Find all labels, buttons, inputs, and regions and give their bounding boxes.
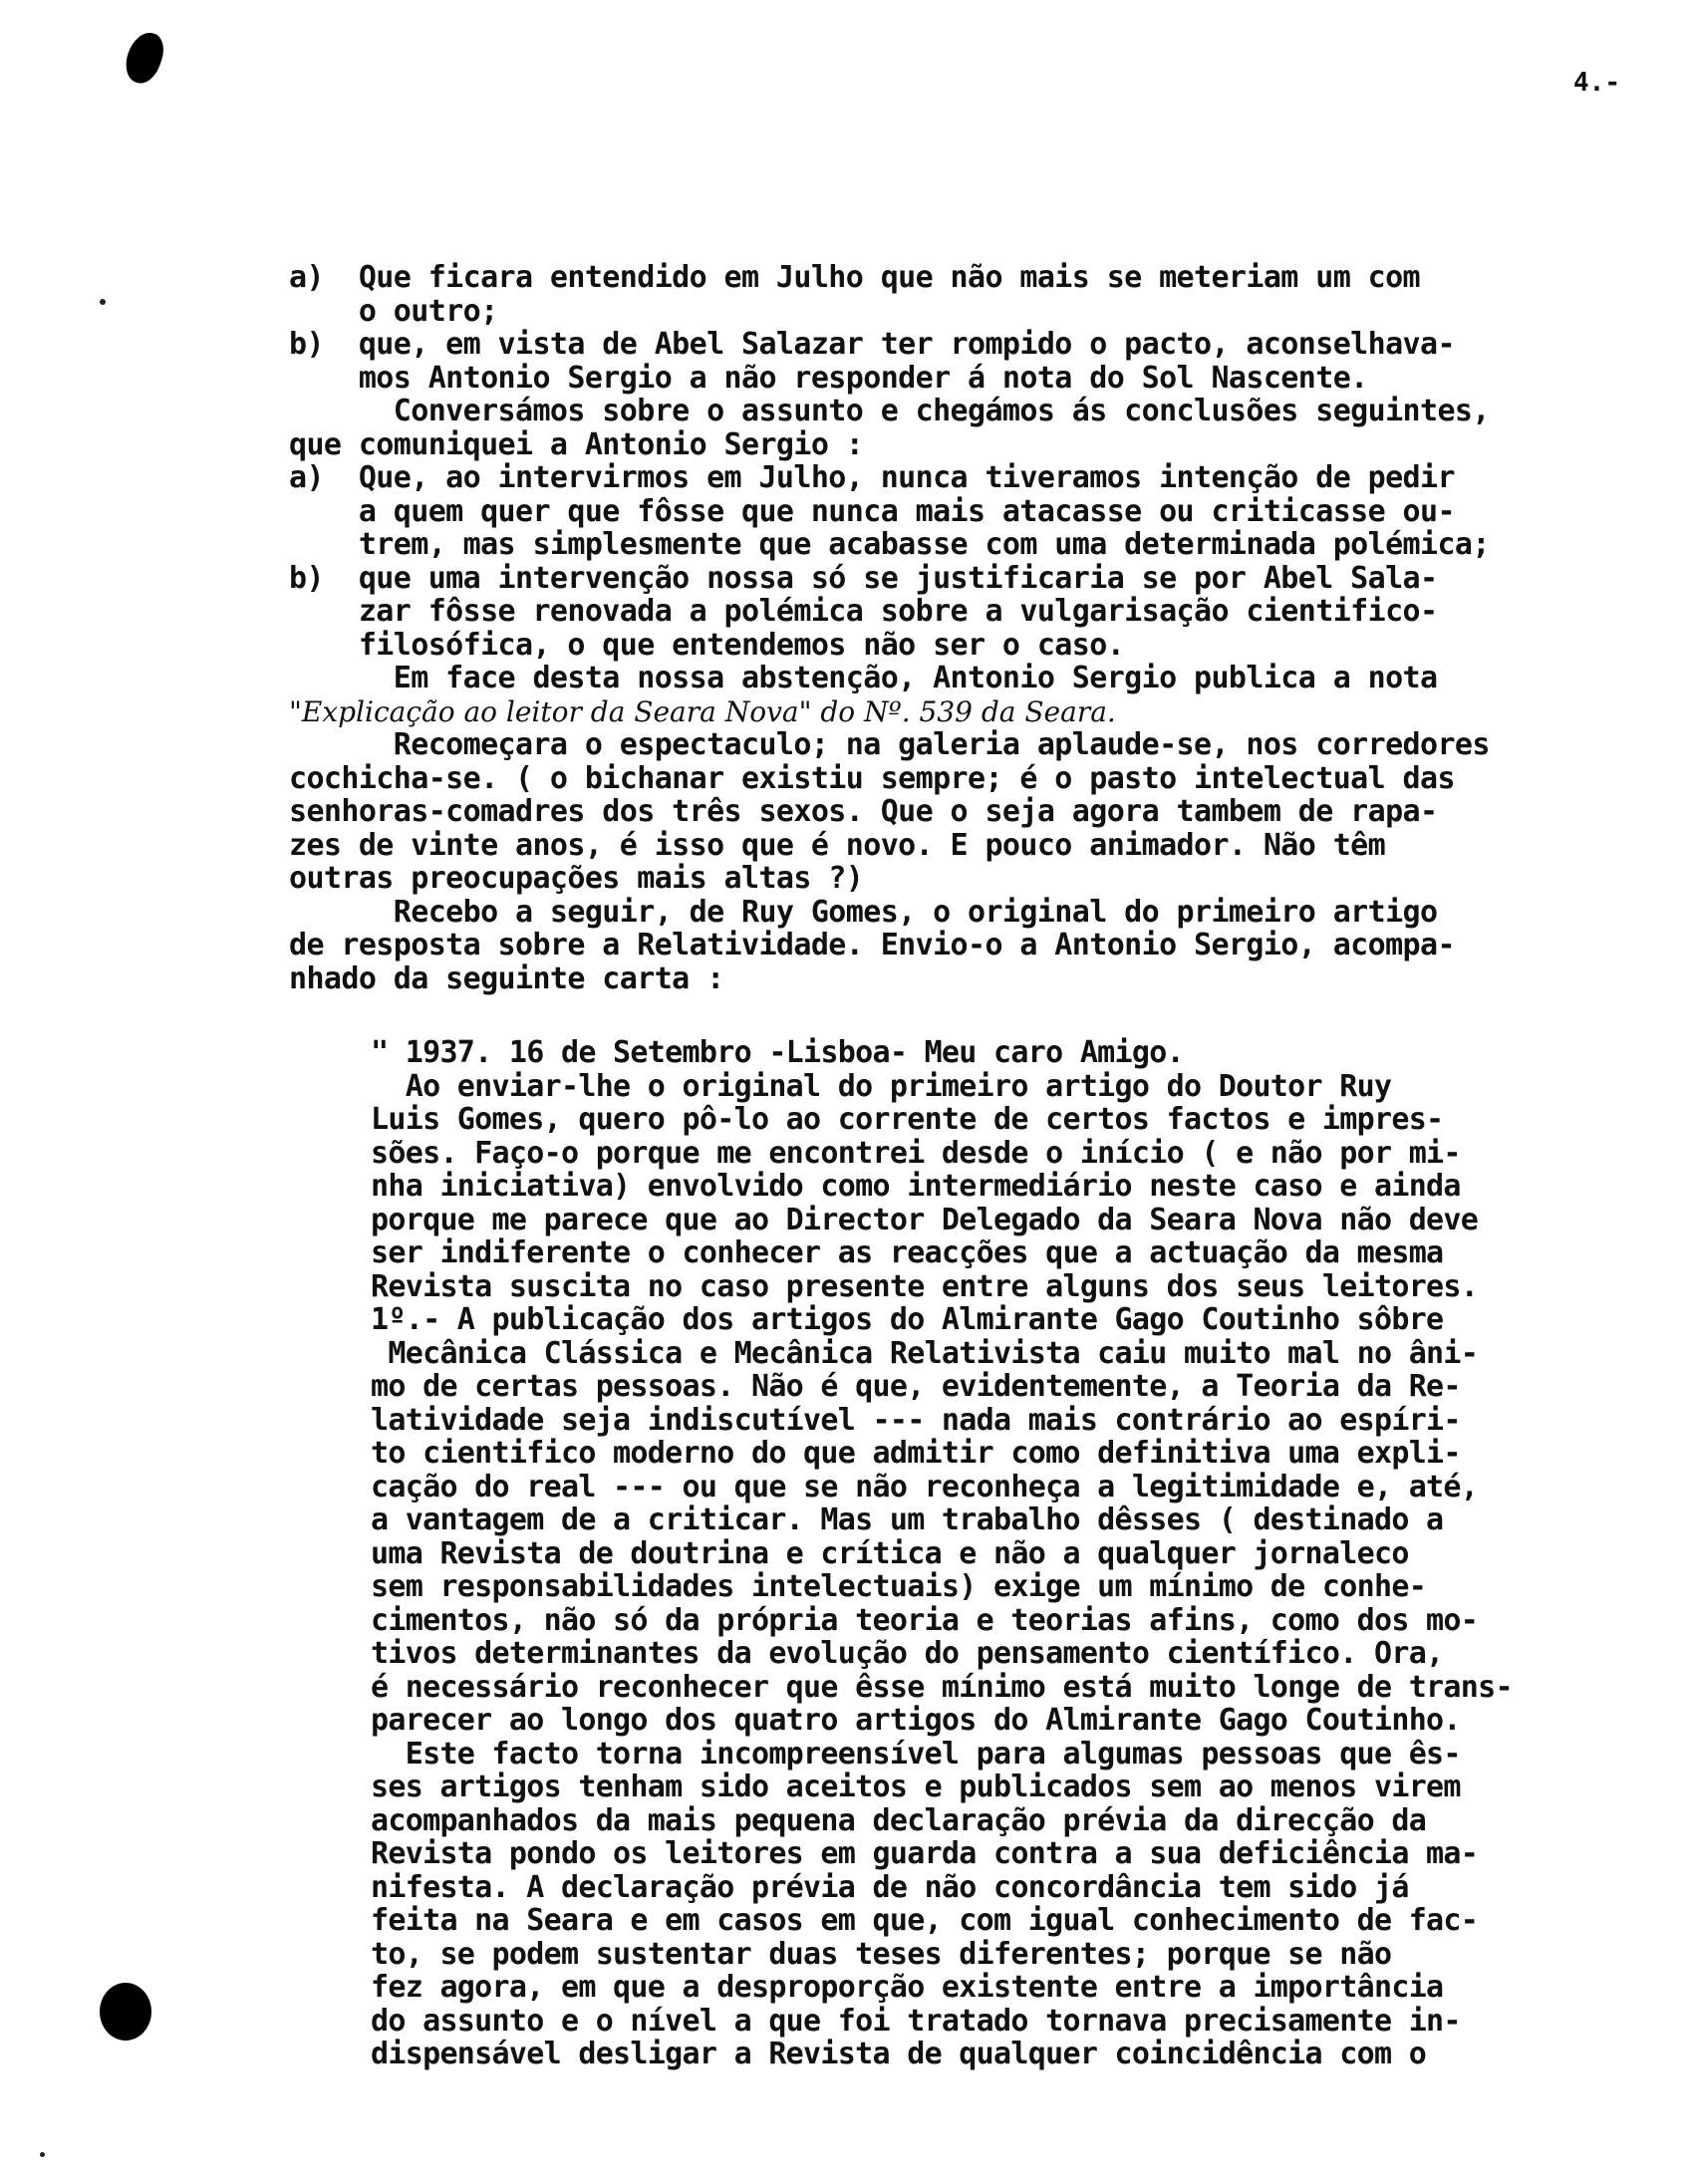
- text-line: de resposta sobre a Relatividade. Envio-o a Antonio Sergio, acompa-: [289, 928, 1455, 962]
- text-line: o outro;: [289, 293, 498, 329]
- quoted-letter: [371, 1036, 1656, 2071]
- punch-hole-mark: [100, 1983, 151, 2041]
- punch-hole-mark: [121, 28, 168, 88]
- letter-line: Revista suscita no caso presente entre alguns dos seus leitores.: [371, 1268, 1479, 1304]
- letter-line: sões. Faço-o porque me encontrei desde o início ( e não por mi-: [371, 1135, 1461, 1171]
- letter-line: do assunto e o nível a que foi tratado tornava precisamente in-: [371, 2003, 1461, 2039]
- text-line: mos Antonio Sergio a não responder á nota do Sol Nascente.: [289, 360, 1368, 396]
- letter-line: a vantagem de a criticar. Mas um trabalho dêsses ( destinado a: [371, 1502, 1444, 1537]
- text-line: zar fôsse renovada a polémica sobre a vulgarisação cientifico-: [289, 594, 1438, 629]
- letter-line: cimentos, não só da própria teoria e teorias afins, como dos mo-: [371, 1602, 1479, 1638]
- text-line: a) Que, ao intervirmos em Julho, nunca tiveramos intenção de pedir: [289, 460, 1455, 495]
- letter-line: Luis Gomes, quero pô-lo ao corrente de certos factos e impres-: [371, 1102, 1444, 1137]
- ink-speck: [40, 2152, 45, 2157]
- letter-line: nha iniciativa) envolvido como intermediário neste caso e ainda: [371, 1169, 1461, 1204]
- letter-line: feita na Seara e em casos em que, com igual conhecimento de fac-: [371, 1903, 1479, 1938]
- text-line: a) Que ficara entendido em Julho que não mais se meteriam um com: [289, 260, 1420, 295]
- text-line: trem, mas simplesmente que acabasse com uma determinada polémica;: [289, 527, 1490, 562]
- text-line: b) que, em vista de Abel Salazar ter rompido o pacto, aconselhava-: [289, 327, 1455, 362]
- letter-line: Este facto torna incompreensível para algumas pessoas que ês-: [371, 1736, 1461, 1772]
- text-line: a quem quer que fôsse que nunca mais atacasse ou criticasse ou-: [289, 493, 1455, 529]
- letter-line: to cientifico moderno do que admitir como definitiva uma expli-: [371, 1436, 1461, 1471]
- letter-line: ser indiferente o conhecer as reacções que a actuação da mesma: [371, 1235, 1444, 1270]
- text-line: que comuniquei a Antonio Sergio :: [289, 426, 864, 462]
- letter-line: dispensável desligar a Revista de qualquer coincidência com o: [371, 2037, 1427, 2071]
- letter-line: Ao enviar-lhe o original do primeiro artigo do Doutor Ruy: [371, 1068, 1392, 1104]
- letter-line: é necessário reconhecer que êsse mínimo está muito longe de trans-: [371, 1669, 1513, 1705]
- letter-line: porque me parece que ao Director Delegado da Seara Nova não deve: [371, 1202, 1479, 1237]
- letter-line: fez agora, em que a desproporção existente entre a importância: [371, 1970, 1444, 2005]
- letter-line: acompanhados da mais pequena declaração prévia da direcção da: [371, 1802, 1427, 1838]
- body-text: [289, 261, 1644, 995]
- text-line: cochicha-se. ( o bichanar existiu sempre; é o pasto intelectual das: [289, 760, 1455, 796]
- letter-line: cação do real --- ou que se não reconheça a legitimidade e, até,: [371, 1469, 1479, 1504]
- letter-line: 1º.- A publicação dos artigos do Almirante Gago Coutinho sôbre: [371, 1302, 1444, 1337]
- text-line: zes de vinte anos, é isso que é novo. E pouco animador. Não têm: [289, 827, 1386, 863]
- letter-line: to, se podem sustentar duas teses diferentes; porque se não: [371, 1936, 1392, 1972]
- text-line: b) que uma intervenção nossa só se justificaria se por Abel Sala-: [289, 560, 1438, 596]
- letter-line: latividade seja indiscutível --- nada mais contrário ao espíri-: [371, 1402, 1461, 1438]
- letter-line: ses artigos tenham sido aceitos e publicados sem ao menos virem: [371, 1770, 1461, 1804]
- text-line: outras preocupações mais altas ?): [289, 861, 864, 896]
- letter-line: nifesta. A declaração prévia de não concordância tem sido já: [371, 1869, 1409, 1905]
- letter-line: uma Revista de doutrina e crítica e não a qualquer jornaleco: [371, 1535, 1409, 1571]
- text-line: Recebo a seguir, de Ruy Gomes, o original do primeiro artigo: [289, 894, 1438, 930]
- ink-speck: [100, 299, 106, 305]
- text-line: filosófica, o que entendemos não ser o caso.: [289, 627, 1125, 663]
- handwritten-line: "Explicação ao leitor da Seara Nova" do Nº. 539 da Seara.: [289, 694, 1116, 728]
- letter-line: tivos determinantes da evolução do pensamento científico. Ora,: [371, 1636, 1444, 1671]
- letter-line: Mecânica Clássica e Mecânica Relativista caiu muito mal no âni-: [371, 1335, 1479, 1371]
- text-line: senhoras-comadres dos três sexos. Que o seja agora tambem de rapa-: [289, 794, 1438, 829]
- letter-line: mo de certas pessoas. Não é que, evidentemente, a Teoria da Re-: [371, 1369, 1461, 1404]
- letter-line: sem responsabilidades intelectuais) exige um mínimo de conhe-: [371, 1569, 1427, 1604]
- letter-line: " 1937. 16 de Setembro -Lisboa- Meu caro Amigo.: [371, 1035, 1184, 1070]
- letter-line: parecer ao longo dos quatro artigos do Almirante Gago Coutinho.: [371, 1703, 1461, 1738]
- text-line: nhado da seguinte carta :: [289, 960, 724, 996]
- text-line: Recomeçara o espectaculo; na galeria aplaude-se, nos corredores: [289, 727, 1490, 762]
- text-line: Em face desta nossa abstenção, Antonio Sergio publica a nota: [289, 661, 1438, 695]
- page-number: 4.-: [1573, 68, 1620, 98]
- text-line: Conversámos sobre o assunto e chegámos ás conclusões seguintes,: [289, 394, 1490, 428]
- letter-line: Revista pondo os leitores em guarda contra a sua deficiência ma-: [371, 1836, 1479, 1871]
